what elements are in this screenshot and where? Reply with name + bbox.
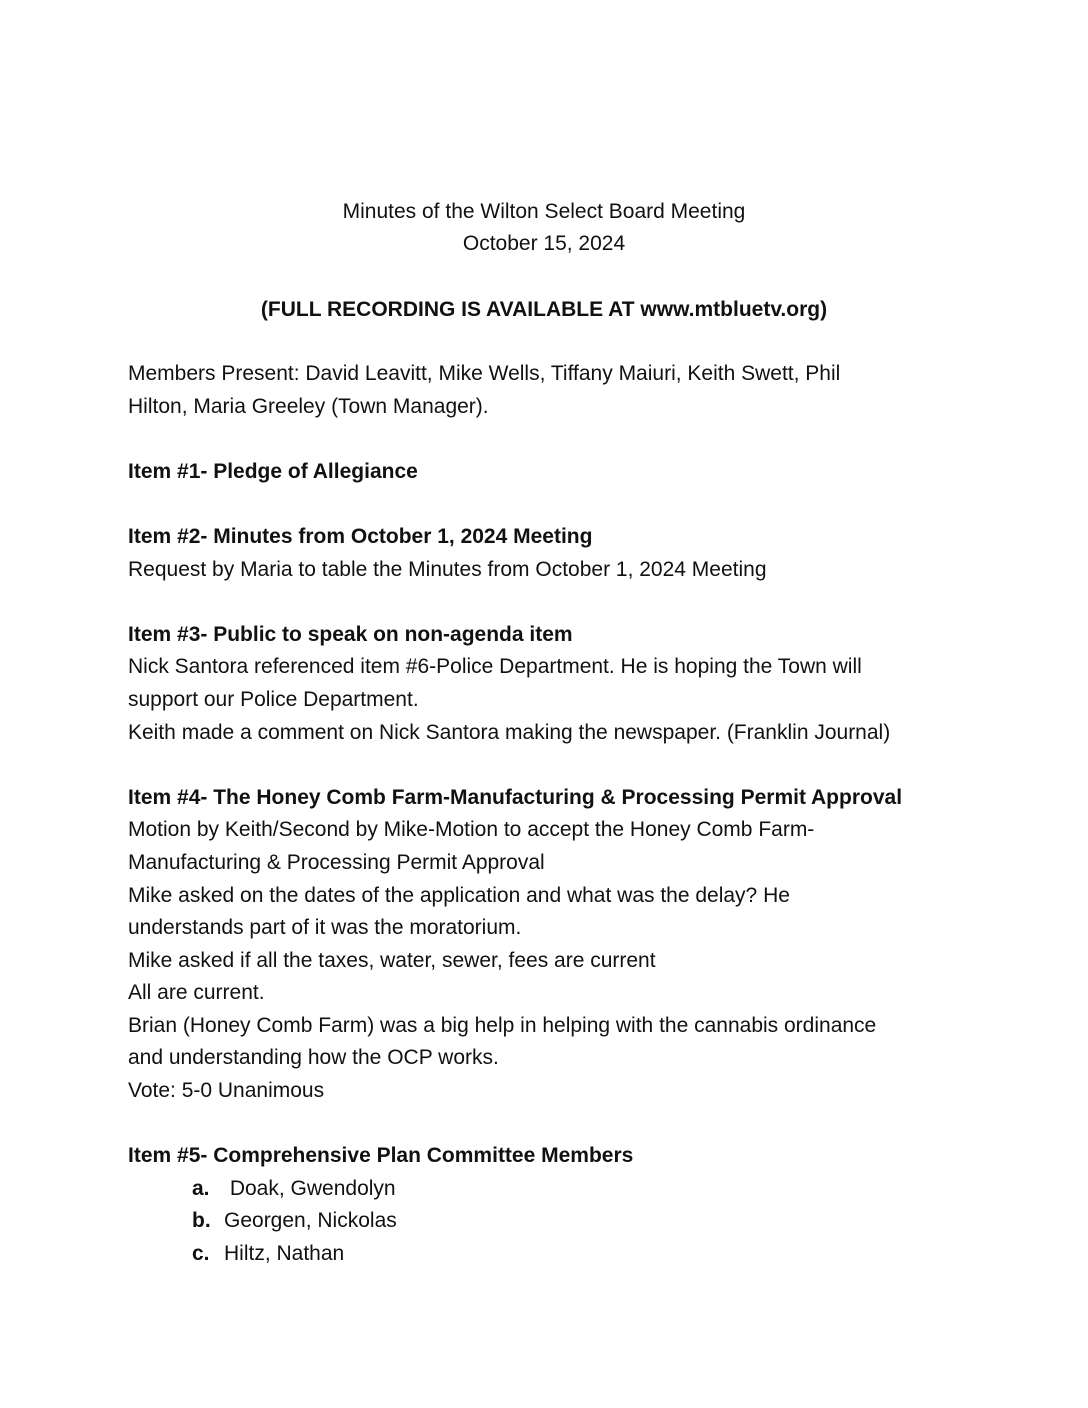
item-1-heading: Item #1- Pledge of Allegiance bbox=[128, 459, 418, 483]
list-item bbox=[128, 1173, 988, 1206]
item-4-text: and understanding how the OCP works. bbox=[128, 1046, 499, 1070]
item-4-text: Mike asked if all the taxes, water, sewer, fees are current bbox=[128, 948, 656, 972]
list-marker: a. bbox=[192, 1176, 210, 1200]
item-2-heading: Item #2- Minutes from October 1, 2024 Meeting bbox=[128, 524, 593, 548]
item-3-text: support our Police Department. bbox=[128, 687, 419, 711]
meeting-date: October 15, 2024 bbox=[462, 232, 626, 255]
item-4-text: Brian (Honey Comb Farm) was a big help in helping with the cannabis ordinance bbox=[128, 1013, 877, 1037]
spacer bbox=[128, 749, 988, 782]
members-present-line-1: Members Present: David Leavitt, Mike Wells, Tiffany Maiuri, Keith Swett, Phil bbox=[128, 362, 841, 385]
list-marker: c. bbox=[192, 1242, 210, 1266]
minutes-body bbox=[128, 358, 988, 1271]
item-4-heading: Item #4- The Honey Comb Farm-Manufacturing & Processing Permit Approval bbox=[128, 785, 903, 809]
list-item bbox=[128, 1238, 988, 1271]
item-3-heading: Item #3- Public to speak on non-agenda item bbox=[128, 622, 573, 646]
spacer bbox=[128, 488, 988, 521]
spacer bbox=[128, 423, 988, 456]
item-4-vote: Vote: 5-0 Unanimous bbox=[128, 1079, 325, 1103]
item-4-text: All are current. bbox=[128, 981, 265, 1005]
item-3-text: Nick Santora referenced item #6-Police Department. He is hoping the Town will bbox=[128, 655, 862, 679]
item-2-text: Request by Maria to table the Minutes from October 1, 2024 Meeting bbox=[128, 557, 767, 581]
item-4-text: Mike asked on the dates of the application and what was the delay? He bbox=[128, 883, 790, 907]
member-name: Hiltz, Nathan bbox=[224, 1242, 345, 1266]
member-name: Doak, Gwendolyn bbox=[224, 1176, 396, 1200]
document-header bbox=[0, 196, 1088, 260]
item-4-text: Motion by Keith/Second by Mike-Motion to accept the Honey Comb Farm- bbox=[128, 818, 815, 842]
members-present-line-2: Hilton, Maria Greeley (Town Manager). bbox=[128, 394, 489, 418]
item-3-text: Keith made a comment on Nick Santora making the newspaper. (Franklin Journal) bbox=[128, 720, 891, 744]
document-title: Minutes of the Wilton Select Board Meeting bbox=[342, 200, 746, 223]
spacer bbox=[128, 1108, 988, 1141]
list-marker: b. bbox=[192, 1209, 211, 1233]
recording-note: (FULL RECORDING IS AVAILABLE AT www.mtbluetv.org) bbox=[260, 298, 828, 321]
item-4-text: Manufacturing & Processing Permit Approval bbox=[128, 850, 545, 874]
item-4-text: understands part of it was the moratorium. bbox=[128, 916, 522, 940]
item-5-heading: Item #5- Comprehensive Plan Committee Members bbox=[128, 1144, 634, 1168]
spacer bbox=[128, 586, 988, 619]
list-item bbox=[128, 1205, 988, 1238]
member-name: Georgen, Nickolas bbox=[224, 1209, 397, 1233]
